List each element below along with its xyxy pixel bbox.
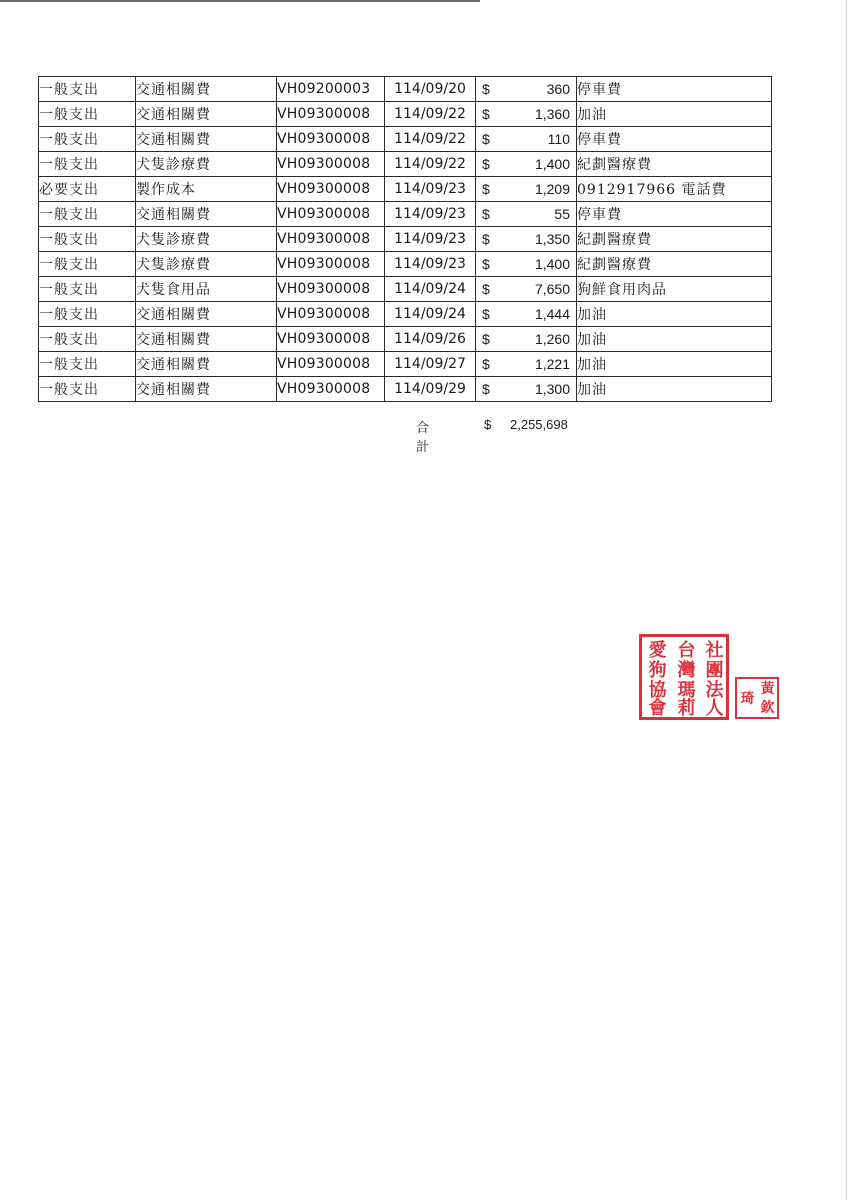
seal-char: 莉 [677, 698, 696, 719]
category-cell: 一般支出 [39, 327, 136, 352]
seal-char: 黃 [760, 681, 775, 697]
date-cell: 114/09/23 [385, 227, 476, 252]
seal-char: 會 [648, 698, 667, 719]
note-cell: 加油 [577, 327, 772, 352]
amount-cell [476, 352, 577, 377]
amount-cell [476, 77, 577, 102]
category-cell: 必要支出 [39, 177, 136, 202]
voucher-code-cell: VH09300008 [277, 352, 385, 377]
amount-value: 1,350 [534, 231, 570, 247]
amount-value: 1,360 [534, 106, 570, 122]
seal-char: 團 [705, 660, 724, 681]
note-cell: 加油 [577, 102, 772, 127]
item-cell: 交通相關費 [136, 352, 277, 377]
seal-char: 人 [705, 698, 724, 719]
amount-cell [476, 127, 577, 152]
note-cell: 狗鮮食用肉品 [577, 277, 772, 302]
amount-cell [476, 327, 577, 352]
date-cell: 114/09/24 [385, 302, 476, 327]
currency-symbol: $ [482, 206, 490, 222]
item-cell: 犬隻診療費 [136, 152, 277, 177]
table-row [39, 327, 772, 352]
currency-symbol: $ [482, 131, 490, 147]
voucher-code-cell: VH09300008 [277, 377, 385, 402]
amount-value: 1,400 [534, 156, 570, 172]
date-cell: 114/09/29 [385, 377, 476, 402]
note-cell: 停車費 [577, 77, 772, 102]
item-cell: 交通相關費 [136, 327, 277, 352]
amount-value: 1,260 [534, 331, 570, 347]
table-row [39, 252, 772, 277]
seal-char: 協 [648, 680, 667, 701]
category-cell: 一般支出 [39, 152, 136, 177]
seal-char: 社 [705, 640, 724, 661]
category-cell: 一般支出 [39, 77, 136, 102]
category-cell: 一般支出 [39, 377, 136, 402]
note-cell: 0912917966 電話費 [577, 177, 772, 202]
date-cell: 114/09/20 [385, 77, 476, 102]
amount-cell [476, 227, 577, 252]
amount-cell [476, 202, 577, 227]
seal-char: 灣 [677, 660, 696, 681]
table-row [39, 152, 772, 177]
date-cell: 114/09/23 [385, 252, 476, 277]
voucher-code-cell: VH09300008 [277, 202, 385, 227]
amount-value: 1,400 [534, 256, 570, 272]
voucher-code-cell: VH09300008 [277, 302, 385, 327]
category-cell: 一般支出 [39, 127, 136, 152]
amount-cell [476, 177, 577, 202]
item-cell: 交通相關費 [136, 302, 277, 327]
note-cell: 紀劃醫療費 [577, 152, 772, 177]
date-cell: 114/09/22 [385, 127, 476, 152]
category-cell: 一般支出 [39, 277, 136, 302]
seal-char: 琦 [740, 691, 755, 707]
total-value: 2,255,698 [510, 417, 568, 432]
table-row [39, 102, 772, 127]
item-cell: 交通相關費 [136, 202, 277, 227]
item-cell: 製作成本 [136, 177, 277, 202]
note-cell: 停車費 [577, 202, 772, 227]
table-row [39, 377, 772, 402]
note-cell: 加油 [577, 302, 772, 327]
note-cell: 加油 [577, 352, 772, 377]
date-cell: 114/09/26 [385, 327, 476, 352]
note-cell: 加油 [577, 377, 772, 402]
voucher-code-cell: VH09300008 [277, 177, 385, 202]
item-cell: 交通相關費 [136, 127, 277, 152]
item-cell: 交通相關費 [136, 102, 277, 127]
organization-seal [639, 634, 729, 720]
category-cell: 一般支出 [39, 227, 136, 252]
amount-value: 7,650 [534, 281, 570, 297]
category-cell: 一般支出 [39, 352, 136, 377]
currency-symbol: $ [482, 181, 490, 197]
voucher-code-cell: VH09300008 [277, 277, 385, 302]
voucher-code-cell: VH09200003 [277, 77, 385, 102]
table-row [39, 77, 772, 102]
date-cell: 114/09/24 [385, 277, 476, 302]
category-cell: 一般支出 [39, 252, 136, 277]
category-cell: 一般支出 [39, 302, 136, 327]
amount-cell [476, 277, 577, 302]
table-row [39, 352, 772, 377]
scan-edge-top [0, 0, 480, 2]
table-row [39, 302, 772, 327]
table-row [39, 202, 772, 227]
total-label: 合計 [416, 421, 436, 455]
date-cell: 114/09/22 [385, 102, 476, 127]
currency-symbol: $ [482, 306, 490, 322]
currency-symbol: $ [482, 156, 490, 172]
item-cell: 犬隻診療費 [136, 252, 277, 277]
amount-value: 55 [554, 206, 570, 222]
table-row [39, 227, 772, 252]
seal-char: 愛 [648, 640, 667, 661]
amount-cell [476, 302, 577, 327]
date-cell: 114/09/27 [385, 352, 476, 377]
currency-symbol: $ [482, 356, 490, 372]
personal-seal [735, 677, 779, 719]
total-currency: $ [484, 417, 492, 432]
seal-char: 瑪 [677, 680, 696, 701]
seal-char: 欽 [760, 700, 775, 716]
voucher-code-cell: VH09300008 [277, 102, 385, 127]
voucher-code-cell: VH09300008 [277, 227, 385, 252]
date-cell: 114/09/23 [385, 202, 476, 227]
category-cell: 一般支出 [39, 102, 136, 127]
currency-symbol: $ [482, 331, 490, 347]
amount-value: 1,209 [534, 181, 570, 197]
currency-symbol: $ [482, 231, 490, 247]
item-cell: 交通相關費 [136, 377, 277, 402]
date-cell: 114/09/22 [385, 152, 476, 177]
currency-symbol: $ [482, 281, 490, 297]
amount-value: 1,221 [534, 356, 570, 372]
amount-value: 360 [546, 81, 570, 97]
note-cell: 停車費 [577, 127, 772, 152]
voucher-code-cell: VH09300008 [277, 127, 385, 152]
note-cell: 紀劃醫療費 [577, 227, 772, 252]
expense-table-body [39, 77, 772, 402]
amount-cell [476, 377, 577, 402]
item-cell: 犬隻診療費 [136, 227, 277, 252]
seal-char: 台 [677, 640, 696, 661]
voucher-code-cell: VH09300008 [277, 252, 385, 277]
date-cell: 114/09/23 [385, 177, 476, 202]
scan-edge-right [846, 0, 847, 1200]
expense-table [38, 76, 772, 402]
voucher-code-cell: VH09300008 [277, 327, 385, 352]
seal-char: 狗 [648, 660, 667, 681]
currency-symbol: $ [482, 106, 490, 122]
amount-cell [476, 102, 577, 127]
table-row [39, 177, 772, 202]
note-cell: 紀劃醫療費 [577, 252, 772, 277]
currency-symbol: $ [482, 81, 490, 97]
voucher-code-cell: VH09300008 [277, 152, 385, 177]
currency-symbol: $ [482, 381, 490, 397]
amount-value: 110 [547, 131, 570, 147]
amount-value: 1,300 [534, 381, 570, 397]
item-cell: 犬隻食用品 [136, 277, 277, 302]
amount-cell [476, 152, 577, 177]
amount-value: 1,444 [534, 306, 570, 322]
seal-char: 法 [705, 680, 724, 701]
table-row [39, 127, 772, 152]
table-row [39, 277, 772, 302]
category-cell: 一般支出 [39, 202, 136, 227]
currency-symbol: $ [482, 256, 490, 272]
item-cell: 交通相關費 [136, 77, 277, 102]
amount-cell [476, 252, 577, 277]
